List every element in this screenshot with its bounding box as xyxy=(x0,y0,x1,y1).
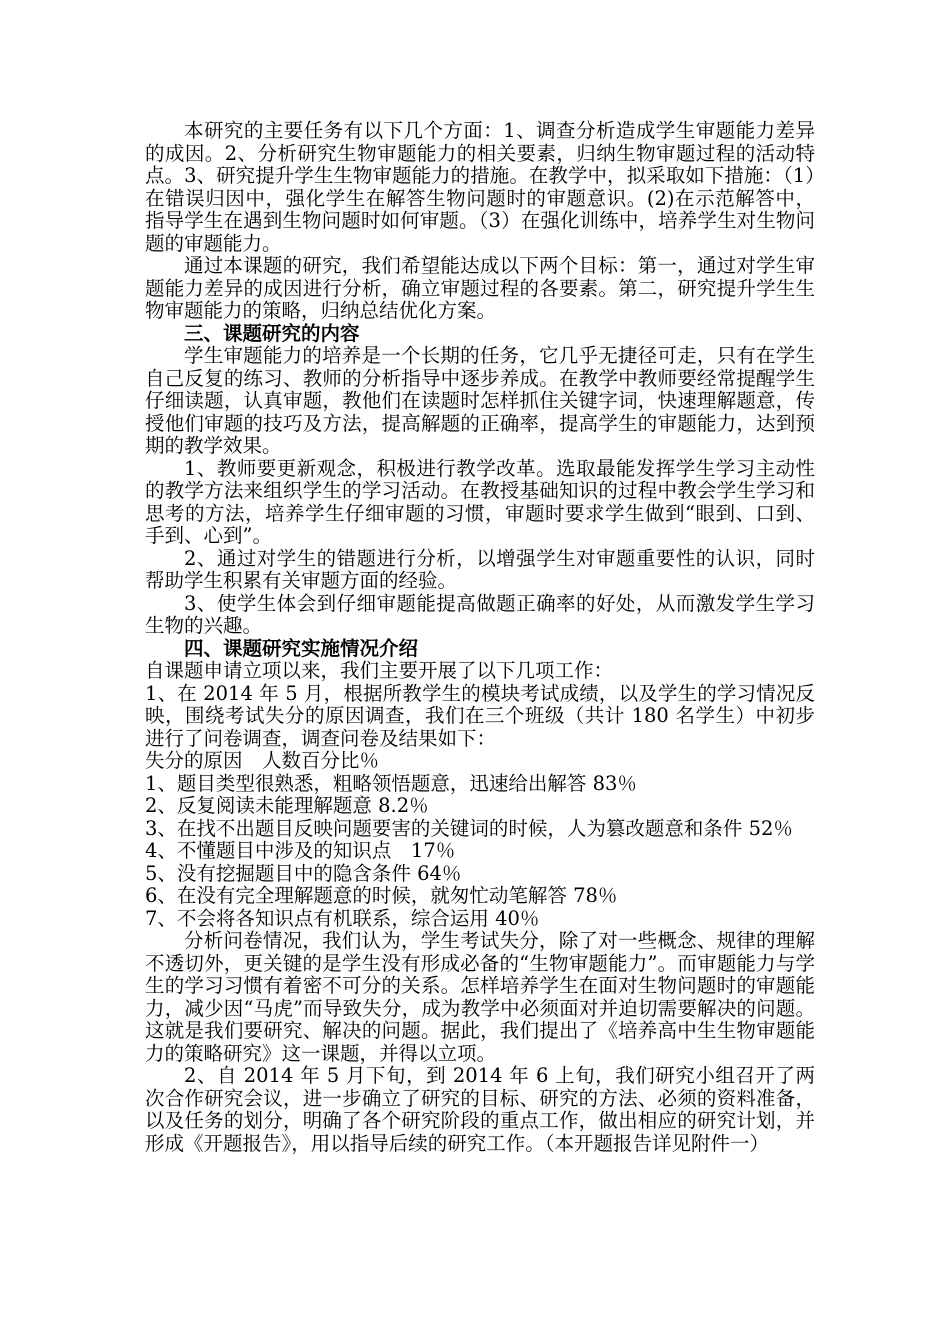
paragraph-survey-intro: 1、在 2014 年 5 月，根据所教学生的模块考试成绩，以及学生的学习情况反映，围绕考试失分的原因调查，我们在三个班级（共计 180 名学生）中初步进行了问卷调查，调查问卷及结果如下： xyxy=(145,681,815,750)
paragraph-content-item-2: 2、通过对学生的错题进行分析，以增强学生对审题重要性的认识，同时帮助学生积累有关审题方面的经验。 xyxy=(145,546,815,592)
paragraph-content-item-3: 3、使学生体会到仔细审题能提高做题正确率的好处，从而激发学生学习生物的兴趣。 xyxy=(145,591,815,637)
survey-header: 失分的原因 人数百分比％ xyxy=(145,749,380,772)
paragraph-survey-analysis: 分析问卷情况，我们认为，学生考试失分，除了对一些概念、规律的理解不透切外，更关键的是学生没有形成必备的“生物审题能力”。而审题能力与学生的学习习惯有着密不可分的关系。怎样培养学生在面对生物问题时的审题能力，减少因“马虎”而导致失分，成为教学中必须面对并迫切需要解决的问题。这就是我们要研究、解决的问题。据此，我们提出了《培养高中生生物审题能力的策略研究》这一课题，并得以立项。 xyxy=(145,929,815,1065)
paragraph-content-intro: 学生审题能力的培养是一个长期的任务，它几乎无捷径可走，只有在学生自己反复的练习、教师的分析指导中逐步养成。在教学中教师要经常提醒学生仔细读题，认真审题，教他们在读题时怎样抓住关键字词，快速理解题意，传授他们审题的技巧及方法，提高解题的正确率，提高学生的审题能力，达到预期的教学效果。 xyxy=(145,344,815,457)
paragraph-research-goals: 通过本课题的研究，我们希望能达成以下两个目标：第一，通过对学生审题能力差异的成因进行分析，确立审题过程的各要素。第二，研究提升学生生物审题能力的策略，归纳总结优化方案。 xyxy=(145,254,815,322)
paragraph-content-item-1: 1、教师要更新观念，积极进行教学改革。选取最能发挥学生学习主动性的教学方法来组织学生的学习活动。在教授基础知识的过程中教会学生学习和思考的方法，培养学生仔细审题的习惯，审题时要求学生做到“眼到、口到、手到、心到”。 xyxy=(145,456,815,547)
paragraph-research-tasks: 本研究的主要任务有以下几个方面：1、调查分析造成学生审题能力差异的成因。2、分析研究生物审题能力的相关要素，归纳生物审题过程的活动特点。3、研究提升学生生物审题能力的措施。在教学中，拟采取如下措施：（1）在错误归因中，强化学生在解答生物问题时的审题意识。(2)在示范解答中，指导学生在遇到生物问题时如何审题。（3）在强化训练中，培养学生对生物问题的审题能力。 xyxy=(145,119,815,255)
section-heading-3: 三、课题研究的内容 xyxy=(184,321,360,345)
document-page xyxy=(145,120,815,1155)
survey-item-5: 5、没有挖掘题目中的隐含条件 64％ xyxy=(145,861,462,885)
survey-item-2: 2、反复阅读未能理解题意 8.2％ xyxy=(145,794,429,817)
survey-item-7: 7、不会将各知识点有机联系，综合运用 40％ xyxy=(145,906,540,930)
survey-item-4: 4、不懂题目中涉及的知识点 17％ xyxy=(145,839,456,862)
survey-item-1: 1、题目类型很熟悉，粗略领悟题意，迅速给出解答 83％ xyxy=(145,771,637,795)
survey-item-6: 6、在没有完全理解题意的时候，就匆忙动笔解答 78％ xyxy=(145,884,618,907)
survey-item-3: 3、在找不出题目反映问题要害的关键词的时候，人为篡改题意和条件 52％ xyxy=(145,816,793,840)
section-heading-4: 四、课题研究实施情况介绍 xyxy=(184,636,419,660)
paragraph-meetings: 2、自 2014 年 5 月下旬，到 2014 年 6 上旬，我们研究小组召开了两次合作研究会议，进一步确立了研究的目标、研究的方法、必须的资料准备，以及任务的划分，明确了各个研究阶段的重点工作，做出相应的研究计划，并形成《开题报告》，用以指导后续的研究工作。（本开题报告详见附件一） xyxy=(145,1064,815,1155)
paragraph-work-intro: 自课题申请立项以来，我们主要开展了以下几项工作： xyxy=(145,659,614,682)
